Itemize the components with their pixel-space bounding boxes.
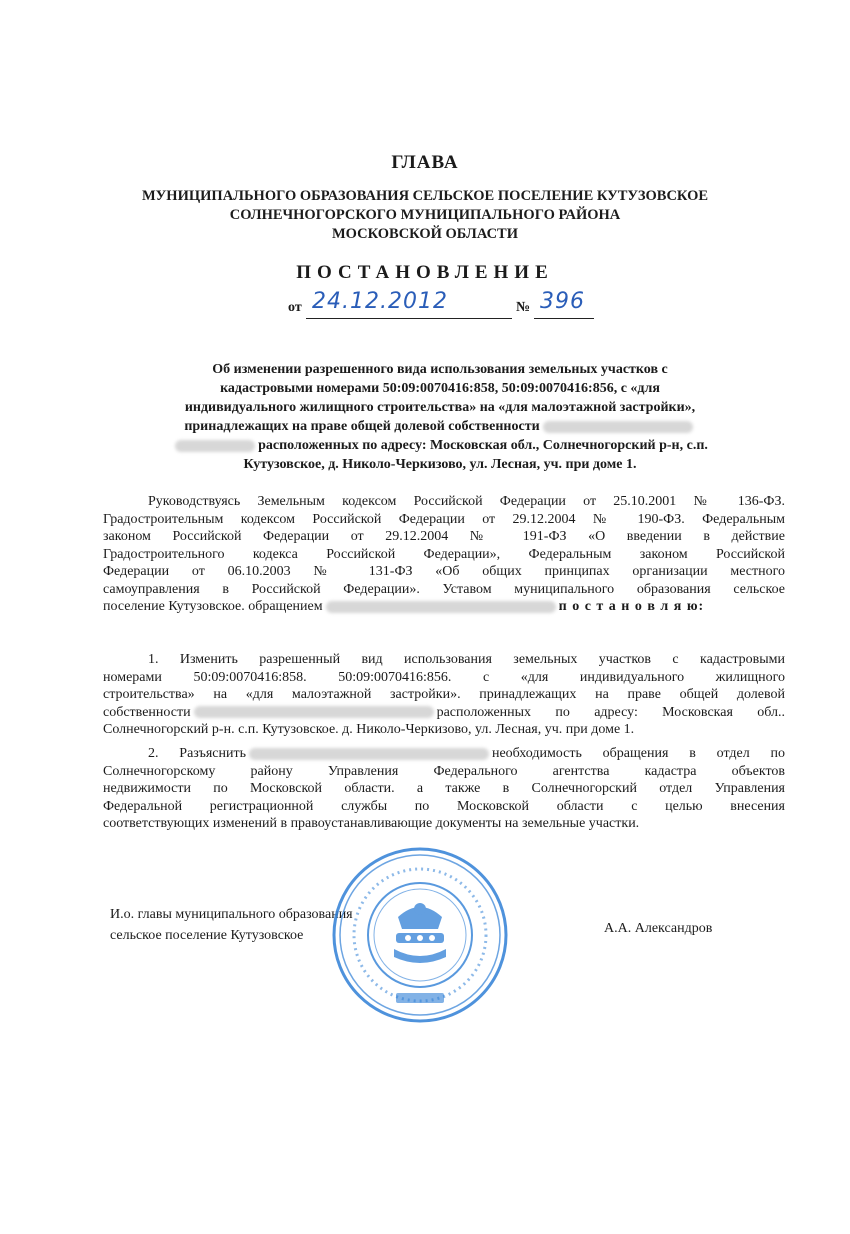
item-2-paragraph bbox=[103, 745, 785, 833]
preamble-line-4: Градостроительного кодекса Российской Федерации», Федеральным законом Российской bbox=[103, 546, 785, 562]
item1-line-5: Солнечногорский р-н. с.п. Кутузовское. д. Николо-Черкизово, ул. Лесная, уч. при доме 1. bbox=[103, 722, 635, 737]
document-heading: ГЛАВА bbox=[391, 152, 459, 173]
decree-date: 24.12.2012 bbox=[312, 289, 448, 314]
org-name-line-1: МУНИЦИПАЛЬНОГО ОБРАЗОВАНИЯ СЕЛЬСКОЕ ПОСЕЛЕНИЕ КУТУЗОВСКОЕ bbox=[141, 188, 709, 204]
decree-subject bbox=[110, 360, 770, 474]
preamble-paragraph bbox=[103, 493, 785, 616]
item1-line-3: строительства» на «для малоэтажной застройки». принадлежащих на праве общей долевой bbox=[103, 687, 785, 702]
preamble-line-2: Градостроительным кодексом Российской Федерации от 29.12.2004 № 190-ФЗ. Федеральным bbox=[103, 511, 785, 527]
redacted-applicant-names bbox=[326, 601, 556, 613]
preamble-line-7: поселение Кутузовское. обращением п о с т а н о в л я ю: bbox=[103, 599, 705, 614]
date-from-label: от bbox=[288, 300, 302, 315]
item2-line-5: соответствующих изменений в правоустанавливающие документы на земельные участки. bbox=[103, 816, 640, 831]
item1-line-2: номерами 50:09:0070416:858. 50:09:0070416:856. с «для индивидуального жилищного bbox=[103, 669, 785, 685]
preamble-line-5: Федерации от 06.10.2003 № 131-ФЗ «Об общих принципах организации местного bbox=[103, 564, 785, 579]
signatory-name: А.А. Александров bbox=[604, 921, 713, 936]
item-1-paragraph bbox=[103, 651, 785, 739]
item1-line-1: 1. Изменить разрешенный вид использования земельных участков с кадастровыми bbox=[148, 652, 785, 667]
position-line-1: И.о. главы муниципального образования bbox=[110, 907, 353, 922]
subject-line-3: индивидуального жилищного строительства» на «для малоэтажной застройки», bbox=[184, 400, 696, 415]
document-type: ПОСТАНОВЛЕНИЕ bbox=[296, 262, 554, 283]
org-name-line-3: МОСКОВСКОЙ ОБЛАСТИ bbox=[331, 226, 518, 242]
subject-line-2: кадастровыми номерами 50:09:0070416:858, 50:09:0070416:856, с «для bbox=[220, 381, 660, 396]
redacted-owner-names bbox=[175, 440, 255, 452]
item2-line-3: недвижимости по Московской области. а также в Солнечногорский отдел Управления bbox=[103, 781, 785, 796]
item2-line-2: Солнечногорскому району Управления Федерального агентства кадастра объектов bbox=[103, 763, 785, 779]
org-name-line-2: СОЛНЕЧНОГОРСКОГО МУНИЦИПАЛЬНОГО РАЙОНА bbox=[229, 207, 621, 223]
redacted-owner-names bbox=[194, 706, 434, 718]
subject-line-1: Об изменении разрешенного вида использования земельных участков с bbox=[212, 362, 668, 377]
item2-line-4: Федеральной регистрационной службы по Московской области с целью внесения bbox=[103, 798, 785, 814]
preamble-line-6: самоуправления в Российской Федерации». Уставом муниципального образования сельское bbox=[103, 581, 785, 597]
subject-line-5: расположенных по адресу: Московская обл., Солнечногорский р-н, с.п. bbox=[110, 436, 770, 455]
decree-number: 396 bbox=[540, 289, 585, 314]
position-line-2: сельское поселение Кутузовское bbox=[110, 928, 304, 943]
subject-line-6: Кутузовское, д. Николо-Черкизово, ул. Лесная, уч. при доме 1. bbox=[243, 457, 637, 472]
redacted-owner-names bbox=[249, 748, 489, 760]
signatory-position bbox=[110, 904, 353, 946]
redacted-owner-names bbox=[543, 421, 693, 433]
item1-line-4: собственности расположенных по адресу: Московская обл.. bbox=[103, 704, 785, 720]
item2-line-1: 2. Разъяснить необходимость обращения в отдел по bbox=[148, 746, 785, 761]
resolve-word: п о с т а н о в л я ю: bbox=[558, 599, 705, 614]
number-label: № bbox=[516, 300, 531, 315]
preamble-line-3: законом Российской Федерации от 29.12.2004 № 191-ФЗ «О введении в действие bbox=[103, 529, 785, 544]
number-underline bbox=[534, 318, 594, 319]
preamble-line-1: Руководствуясь Земельным кодексом Российской Федерации от 25.10.2001 № 136-ФЗ. bbox=[148, 494, 785, 509]
date-underline bbox=[306, 318, 512, 319]
subject-line-4: принадлежащих на праве общей долевой собственности bbox=[110, 417, 770, 436]
official-seal-icon bbox=[330, 845, 510, 1025]
